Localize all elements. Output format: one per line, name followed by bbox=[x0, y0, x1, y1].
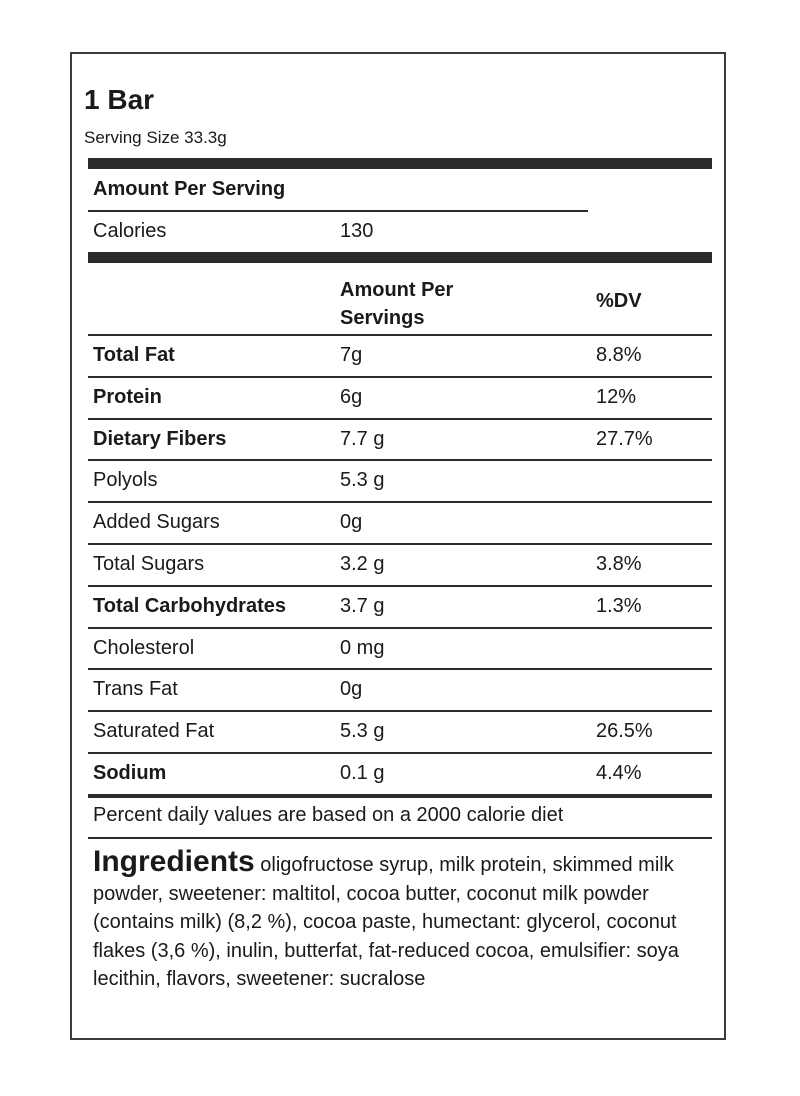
nutrient-name: Polyols bbox=[93, 469, 158, 492]
nutrient-name: Trans Fat bbox=[93, 678, 178, 701]
nutrient-row bbox=[88, 629, 712, 669]
nutrient-name: Cholesterol bbox=[93, 636, 195, 659]
nutrient-name: Total Carbohydrates bbox=[93, 594, 286, 617]
nutrient-row bbox=[88, 545, 712, 585]
nutrient-name: Total Sugars bbox=[93, 553, 205, 575]
nutrient-row bbox=[88, 336, 712, 376]
product-title: 1 Bar bbox=[84, 84, 155, 115]
nutrient-name: Dietary Fibers bbox=[93, 427, 227, 450]
nutrient-amount: 7g bbox=[340, 344, 363, 366]
nutrition-label bbox=[70, 52, 726, 1040]
nutrient-row bbox=[88, 587, 712, 627]
nutrient-name: Saturated Fat bbox=[93, 720, 215, 743]
serving-size: Serving Size 33.3g bbox=[84, 128, 227, 147]
nutrient-name: Sodium bbox=[93, 762, 167, 784]
nutrient-amount: 6g bbox=[340, 385, 363, 408]
nutrient-name: Total Fat bbox=[93, 344, 175, 366]
nutrient-amount: 5.3 g bbox=[340, 720, 385, 743]
nutrient-amount: 0.1 g bbox=[340, 762, 385, 784]
nutrient-row bbox=[88, 712, 712, 752]
nutrient-name: Added Sugars bbox=[93, 511, 220, 534]
ingredients-heading: Ingredients bbox=[93, 845, 255, 878]
nutrient-row bbox=[88, 461, 712, 501]
nutrient-amount: 0g bbox=[340, 678, 363, 701]
calories-label: Calories bbox=[93, 220, 167, 242]
nutrient-row bbox=[88, 670, 712, 710]
nutrient-amount: 7.7 g bbox=[340, 427, 385, 450]
nutrient-name: Protein bbox=[93, 385, 162, 408]
nutrient-dv: 27.7% bbox=[596, 427, 653, 450]
nutrient-amount: 0 mg bbox=[340, 636, 385, 659]
nutrient-dv: 1.3% bbox=[596, 594, 642, 617]
amount-per-serving-heading: Amount Per Serving bbox=[93, 178, 286, 200]
nutrient-dv: 12% bbox=[596, 385, 637, 408]
ingredients-text: oligofructose syrup, milk protein, skimmed milk powder, sweetener: maltitol, cocoa butter, coconut milk powder (contains milk) (8,2 %), cocoa paste, humectant: glycerol, coconut flakes (3,6 %), inulin, butterfat, fat-reduced cocoa, emulsifier: soya lecithin, flavors, sweetener: sucralose bbox=[93, 854, 679, 990]
ingredients-block bbox=[93, 845, 693, 994]
column-header-amount: Amount Per Servings bbox=[340, 279, 454, 329]
nutrient-dv: 26.5% bbox=[596, 720, 653, 743]
nutrient-row bbox=[88, 503, 712, 543]
nutrient-dv: 8.8% bbox=[596, 344, 642, 366]
column-header-dv: %DV bbox=[596, 290, 642, 312]
row-divider bbox=[88, 794, 712, 798]
nutrient-amount: 5.3 g bbox=[340, 469, 385, 492]
thick-divider-calories bbox=[88, 252, 712, 263]
daily-values-footnote: Percent daily values are based on a 2000 calorie diet bbox=[93, 804, 564, 826]
nutrient-row bbox=[88, 420, 712, 460]
nutrient-amount: 3.2 g bbox=[340, 553, 385, 575]
nutrient-row bbox=[88, 754, 712, 794]
calories-value: 130 bbox=[340, 220, 374, 242]
footnote-divider bbox=[88, 837, 712, 839]
thick-divider-top bbox=[88, 158, 712, 169]
nutrient-amount: 3.7 g bbox=[340, 594, 385, 617]
nutrient-dv: 4.4% bbox=[596, 762, 642, 784]
amount-per-serving-divider bbox=[88, 210, 588, 212]
nutrient-amount: 0g bbox=[340, 511, 363, 534]
nutrient-dv: 3.8% bbox=[596, 553, 642, 575]
nutrient-row bbox=[88, 378, 712, 418]
